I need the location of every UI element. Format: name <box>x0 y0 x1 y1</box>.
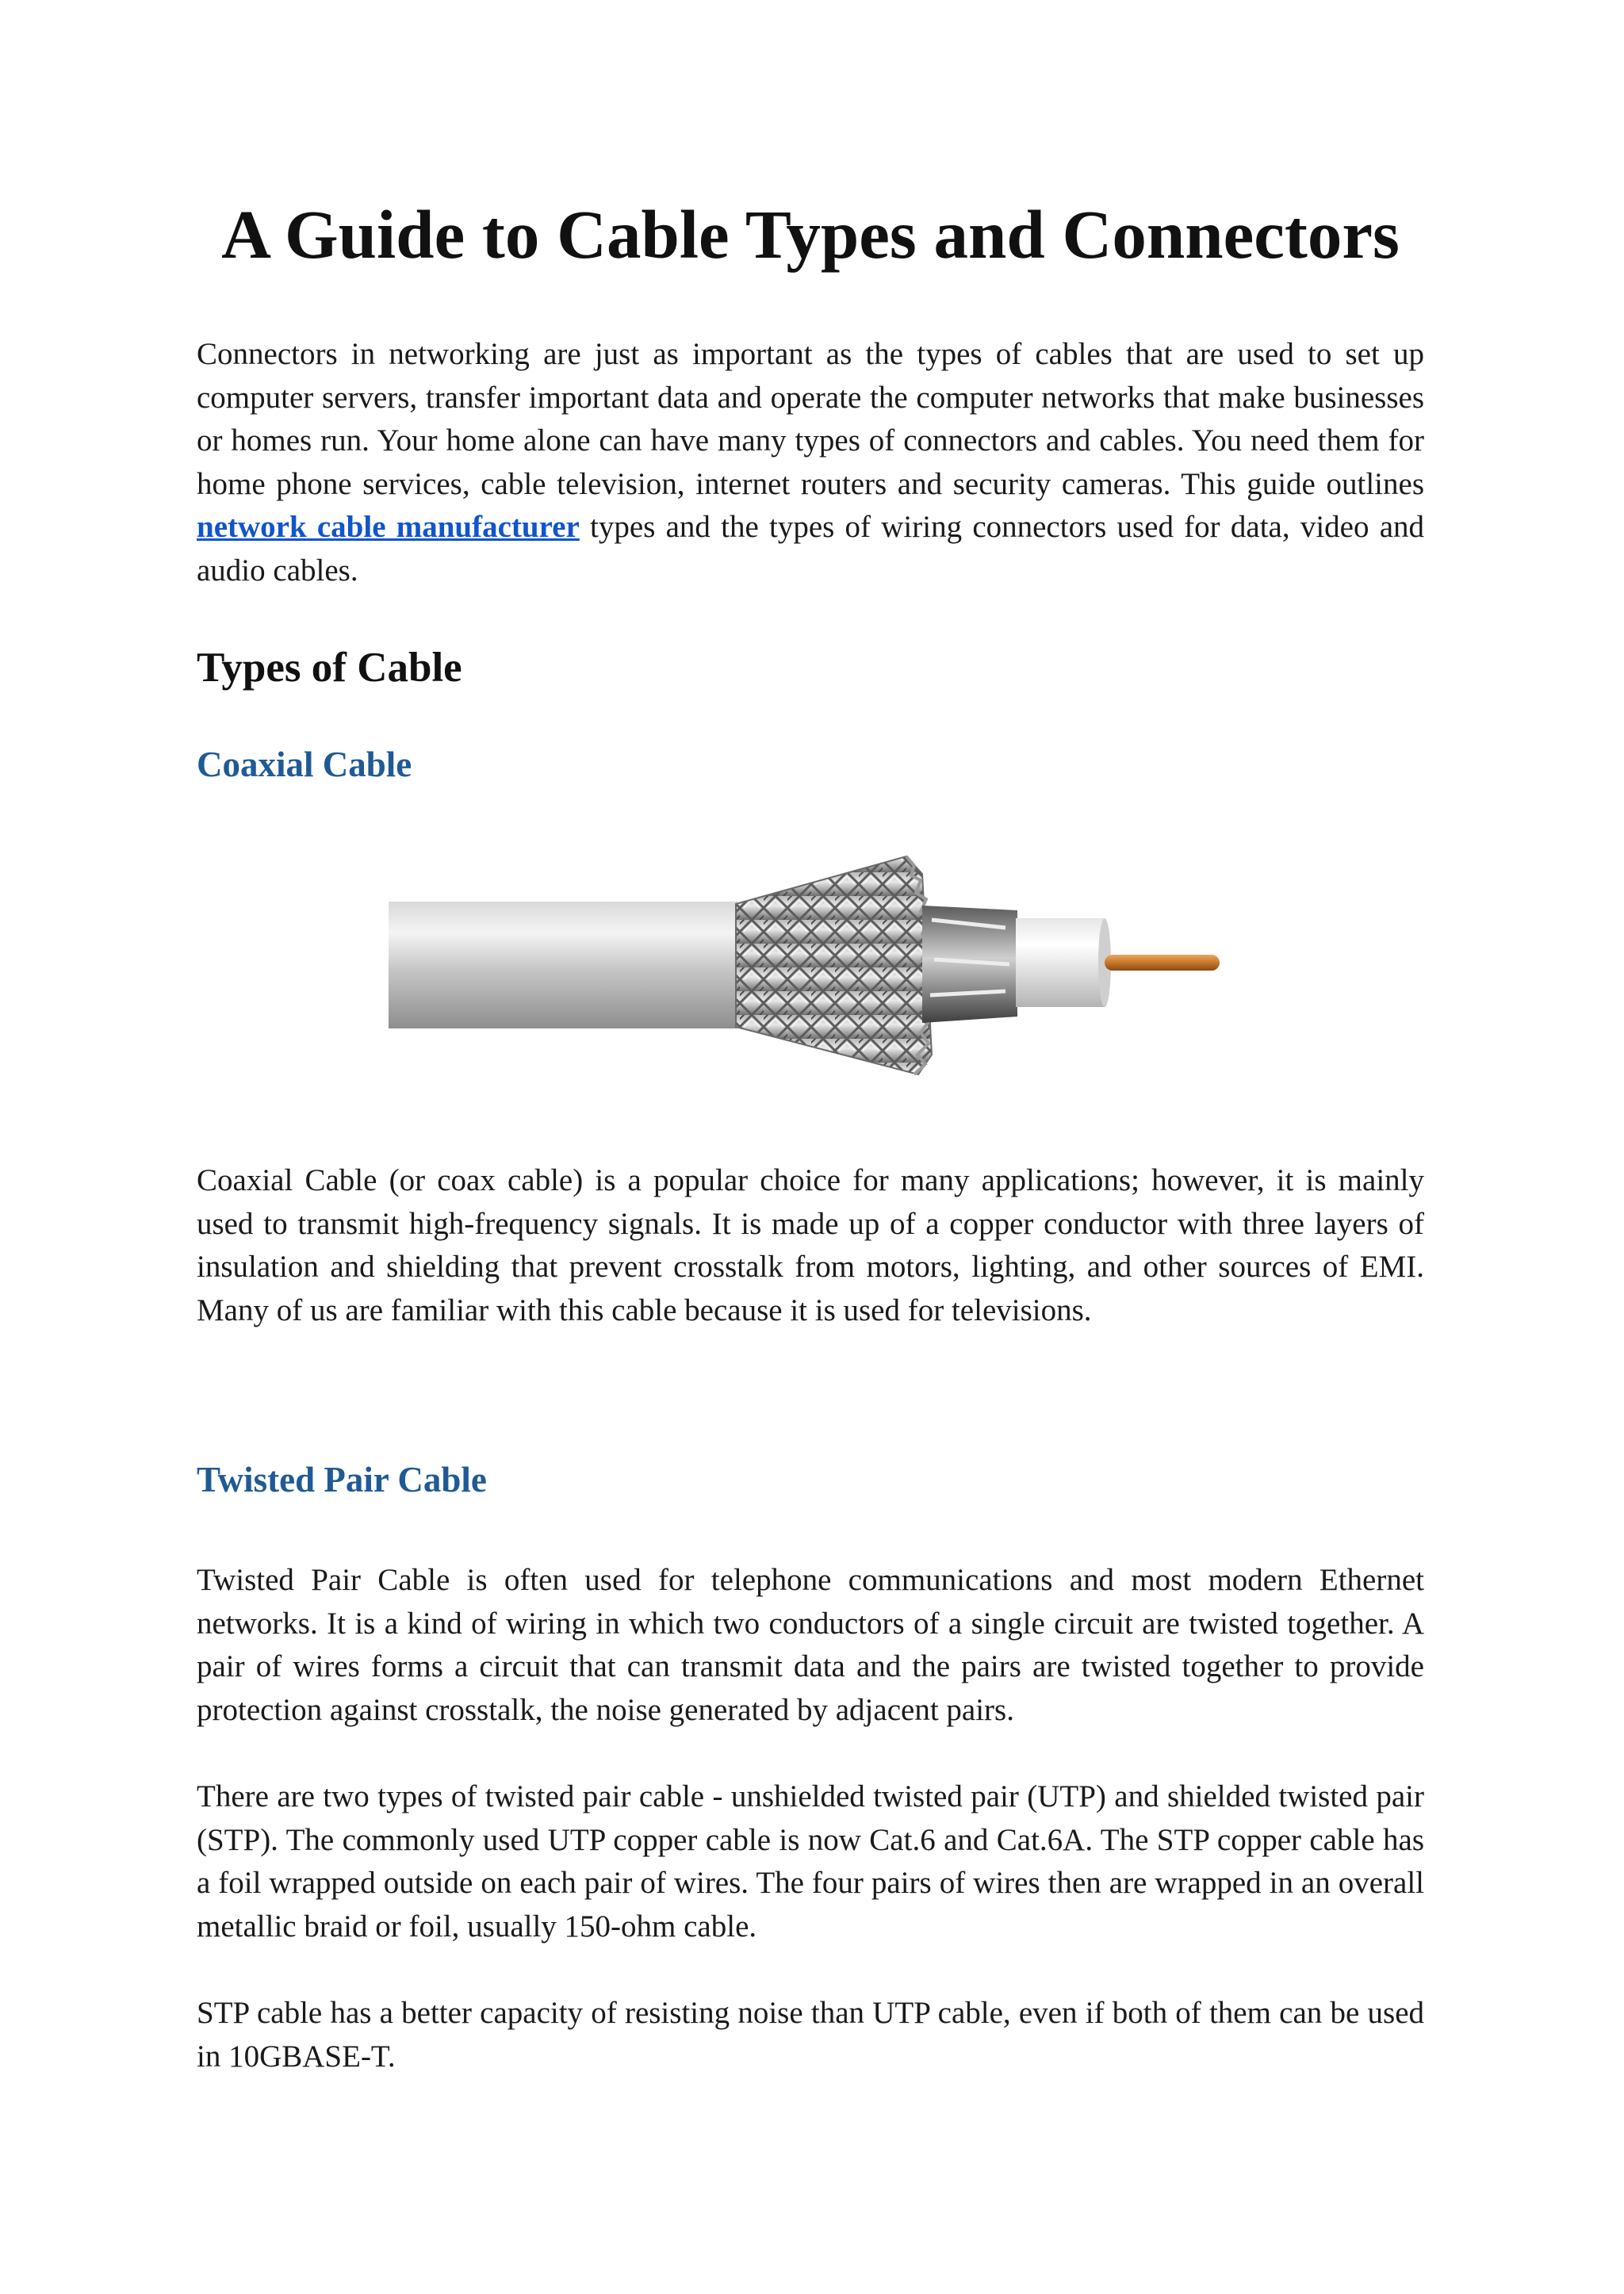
twisted-pair-paragraph-3: STP cable has a better capacity of resisting noise than UTP cable, even if both of them can be used in 10GBASE-T. <box>197 1996 1424 2074</box>
intro-text-before: Connectors in networking are just as important as the types of cables that are used to set up computer servers, transfer important data and operate the computer networks that make businesses or homes run. Your home alone can have many types of connectors and cables. You need them for home phone services, cable television, internet routers and security cameras. This guide outlines <box>197 337 1424 501</box>
network-cable-manufacturer-link[interactable]: network cable manufacturer <box>197 510 580 544</box>
intro-text-after: types and the types of wiring connectors used for data, video and audio cables. <box>197 510 1424 588</box>
coaxial-cable-figure <box>288 801 1414 1134</box>
twisted-pair-cable-heading: Twisted Pair Cable <box>197 1460 487 1499</box>
section-heading-types-of-cable: Types of Cable <box>197 645 462 691</box>
coaxial-cable-illustration-icon <box>288 801 1414 1134</box>
page-title: A Guide to Cable Types and Connectors <box>221 196 1400 273</box>
intro-paragraph <box>197 333 1424 592</box>
twisted-pair-paragraph-2: There are two types of twisted pair cable - unshielded twisted pair (UTP) and shielded twisted pair (STP). The commonly used UTP copper cable is now Cat.6 and Cat.6A. The STP copper cable has a foil wrapped outside on each pair of wires. The four pairs of wires then are wrapped in an overall metallic braid or foil, usually 150-ohm cable. <box>197 1779 1424 1944</box>
coaxial-cable-description: Coaxial Cable (or coax cable) is a popular choice for many applications; however, it is mainly used to transmit high-frequency signals. It is made up of a copper conductor with three layers of insulation and shielding that prevent crosstalk from motors, lighting, and other sources of EMI. Many of us are familiar with this cable because it is used for televisions. <box>197 1163 1424 1327</box>
twisted-pair-paragraph-1: Twisted Pair Cable is often used for telephone communications and most modern Ethernet networks. It is a kind of wiring in which two conductors of a single circuit are twisted together. A pair of wires forms a circuit that can transmit data and the pairs are twisted together to provide protection against crosstalk, the noise generated by adjacent pairs. <box>197 1563 1424 1727</box>
coaxial-cable-heading: Coaxial Cable <box>197 745 412 784</box>
